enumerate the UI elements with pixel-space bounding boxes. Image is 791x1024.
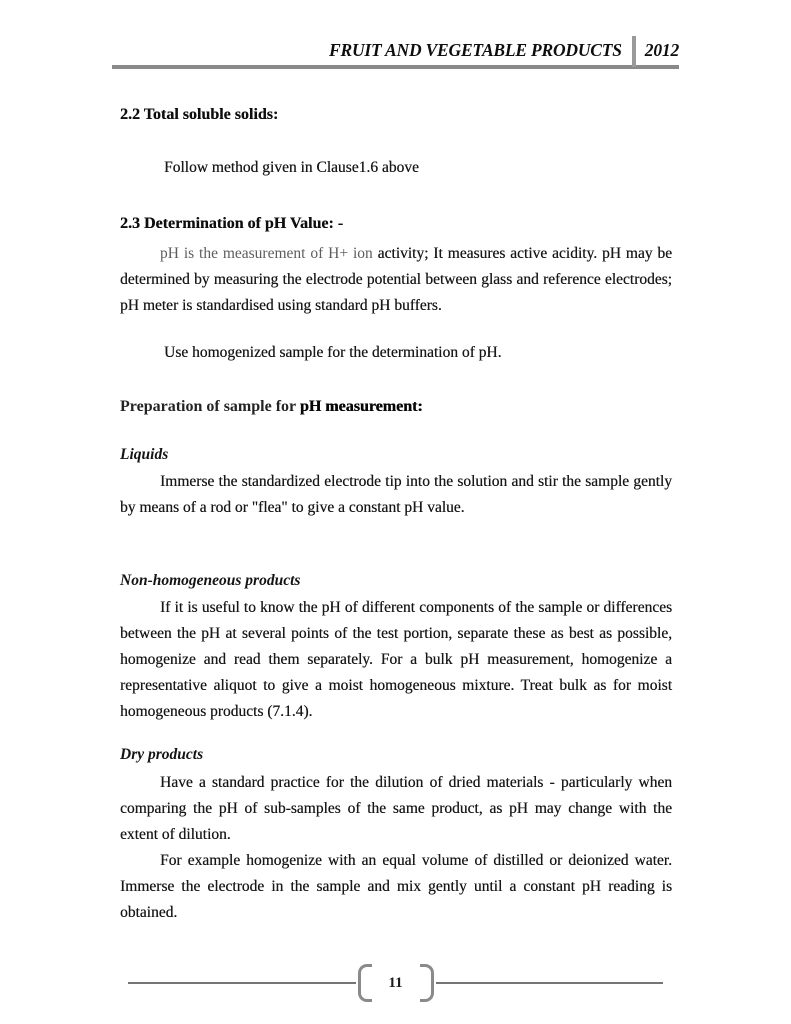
section-2-3-paragraph bbox=[120, 241, 672, 319]
page-number-left-bracket bbox=[358, 964, 372, 1002]
preparation-heading-lead: Preparation of sample for bbox=[120, 398, 300, 415]
page-footer bbox=[128, 962, 663, 1004]
dry-products-paragraph-2: For example homogenize with an equal volume of distilled or deionized water. Immerse the electrode in the sample and mix gently until a constant pH reading is obtained. bbox=[120, 852, 672, 921]
section-2-2-body: Follow method given in Clause1.6 above bbox=[164, 159, 419, 176]
footer-right-rule bbox=[436, 982, 664, 984]
preparation-heading bbox=[120, 396, 672, 418]
ph-definition-light-text: pH is the measurement of H+ ion bbox=[160, 245, 378, 262]
dry-products-paragraph-1: Have a standard practice for the dilution of dried materials - particularly when comparing the pH of sub-samples of the same product, as pH may change with the extent of dilution. bbox=[120, 774, 672, 843]
ph-definition-rest-text: activity; It measures active acidity. pH may be determined by measuring the electrode potential between glass and reference electrodes; pH meter is standardised using standard pH buffers. bbox=[120, 245, 672, 314]
homogenized-sample-note: Use homogenized sample for the determination of pH. bbox=[164, 344, 502, 361]
header-title: FRUIT AND VEGETABLE PRODUCTS bbox=[329, 40, 622, 60]
footer-left-rule bbox=[128, 982, 356, 984]
dry-products-heading: Dry products bbox=[120, 746, 204, 763]
header-divider-bar bbox=[632, 36, 636, 67]
document-body bbox=[120, 0, 672, 926]
section-2-2-heading: 2.2 Total soluble solids: bbox=[120, 106, 279, 123]
section-2-3-heading: 2.3 Determination of pH Value: - bbox=[120, 215, 344, 232]
header-year: 2012 bbox=[644, 40, 679, 60]
page-number-right-bracket bbox=[420, 964, 434, 1002]
liquids-paragraph: Immerse the standardized electrode tip into the solution and stir the sample gently by means of a rod or "flea" to give a constant pH value. bbox=[120, 473, 672, 516]
preparation-heading-emph: pH measurement: bbox=[299, 398, 423, 415]
non-homogeneous-paragraph: If it is useful to know the pH of different components of the sample or differences between the pH at several points of the test portion, separate these as best as possible, homogenize and read them separately. For a bulk pH measurement, homogenize a representative aliquot to give a moist homogeneous mixture. Treat bulk as for moist homogeneous products (7.1.4). bbox=[120, 599, 672, 720]
page-number: 11 bbox=[388, 974, 403, 991]
liquids-heading: Liquids bbox=[120, 446, 169, 463]
non-homogeneous-heading: Non-homogeneous products bbox=[120, 572, 301, 589]
